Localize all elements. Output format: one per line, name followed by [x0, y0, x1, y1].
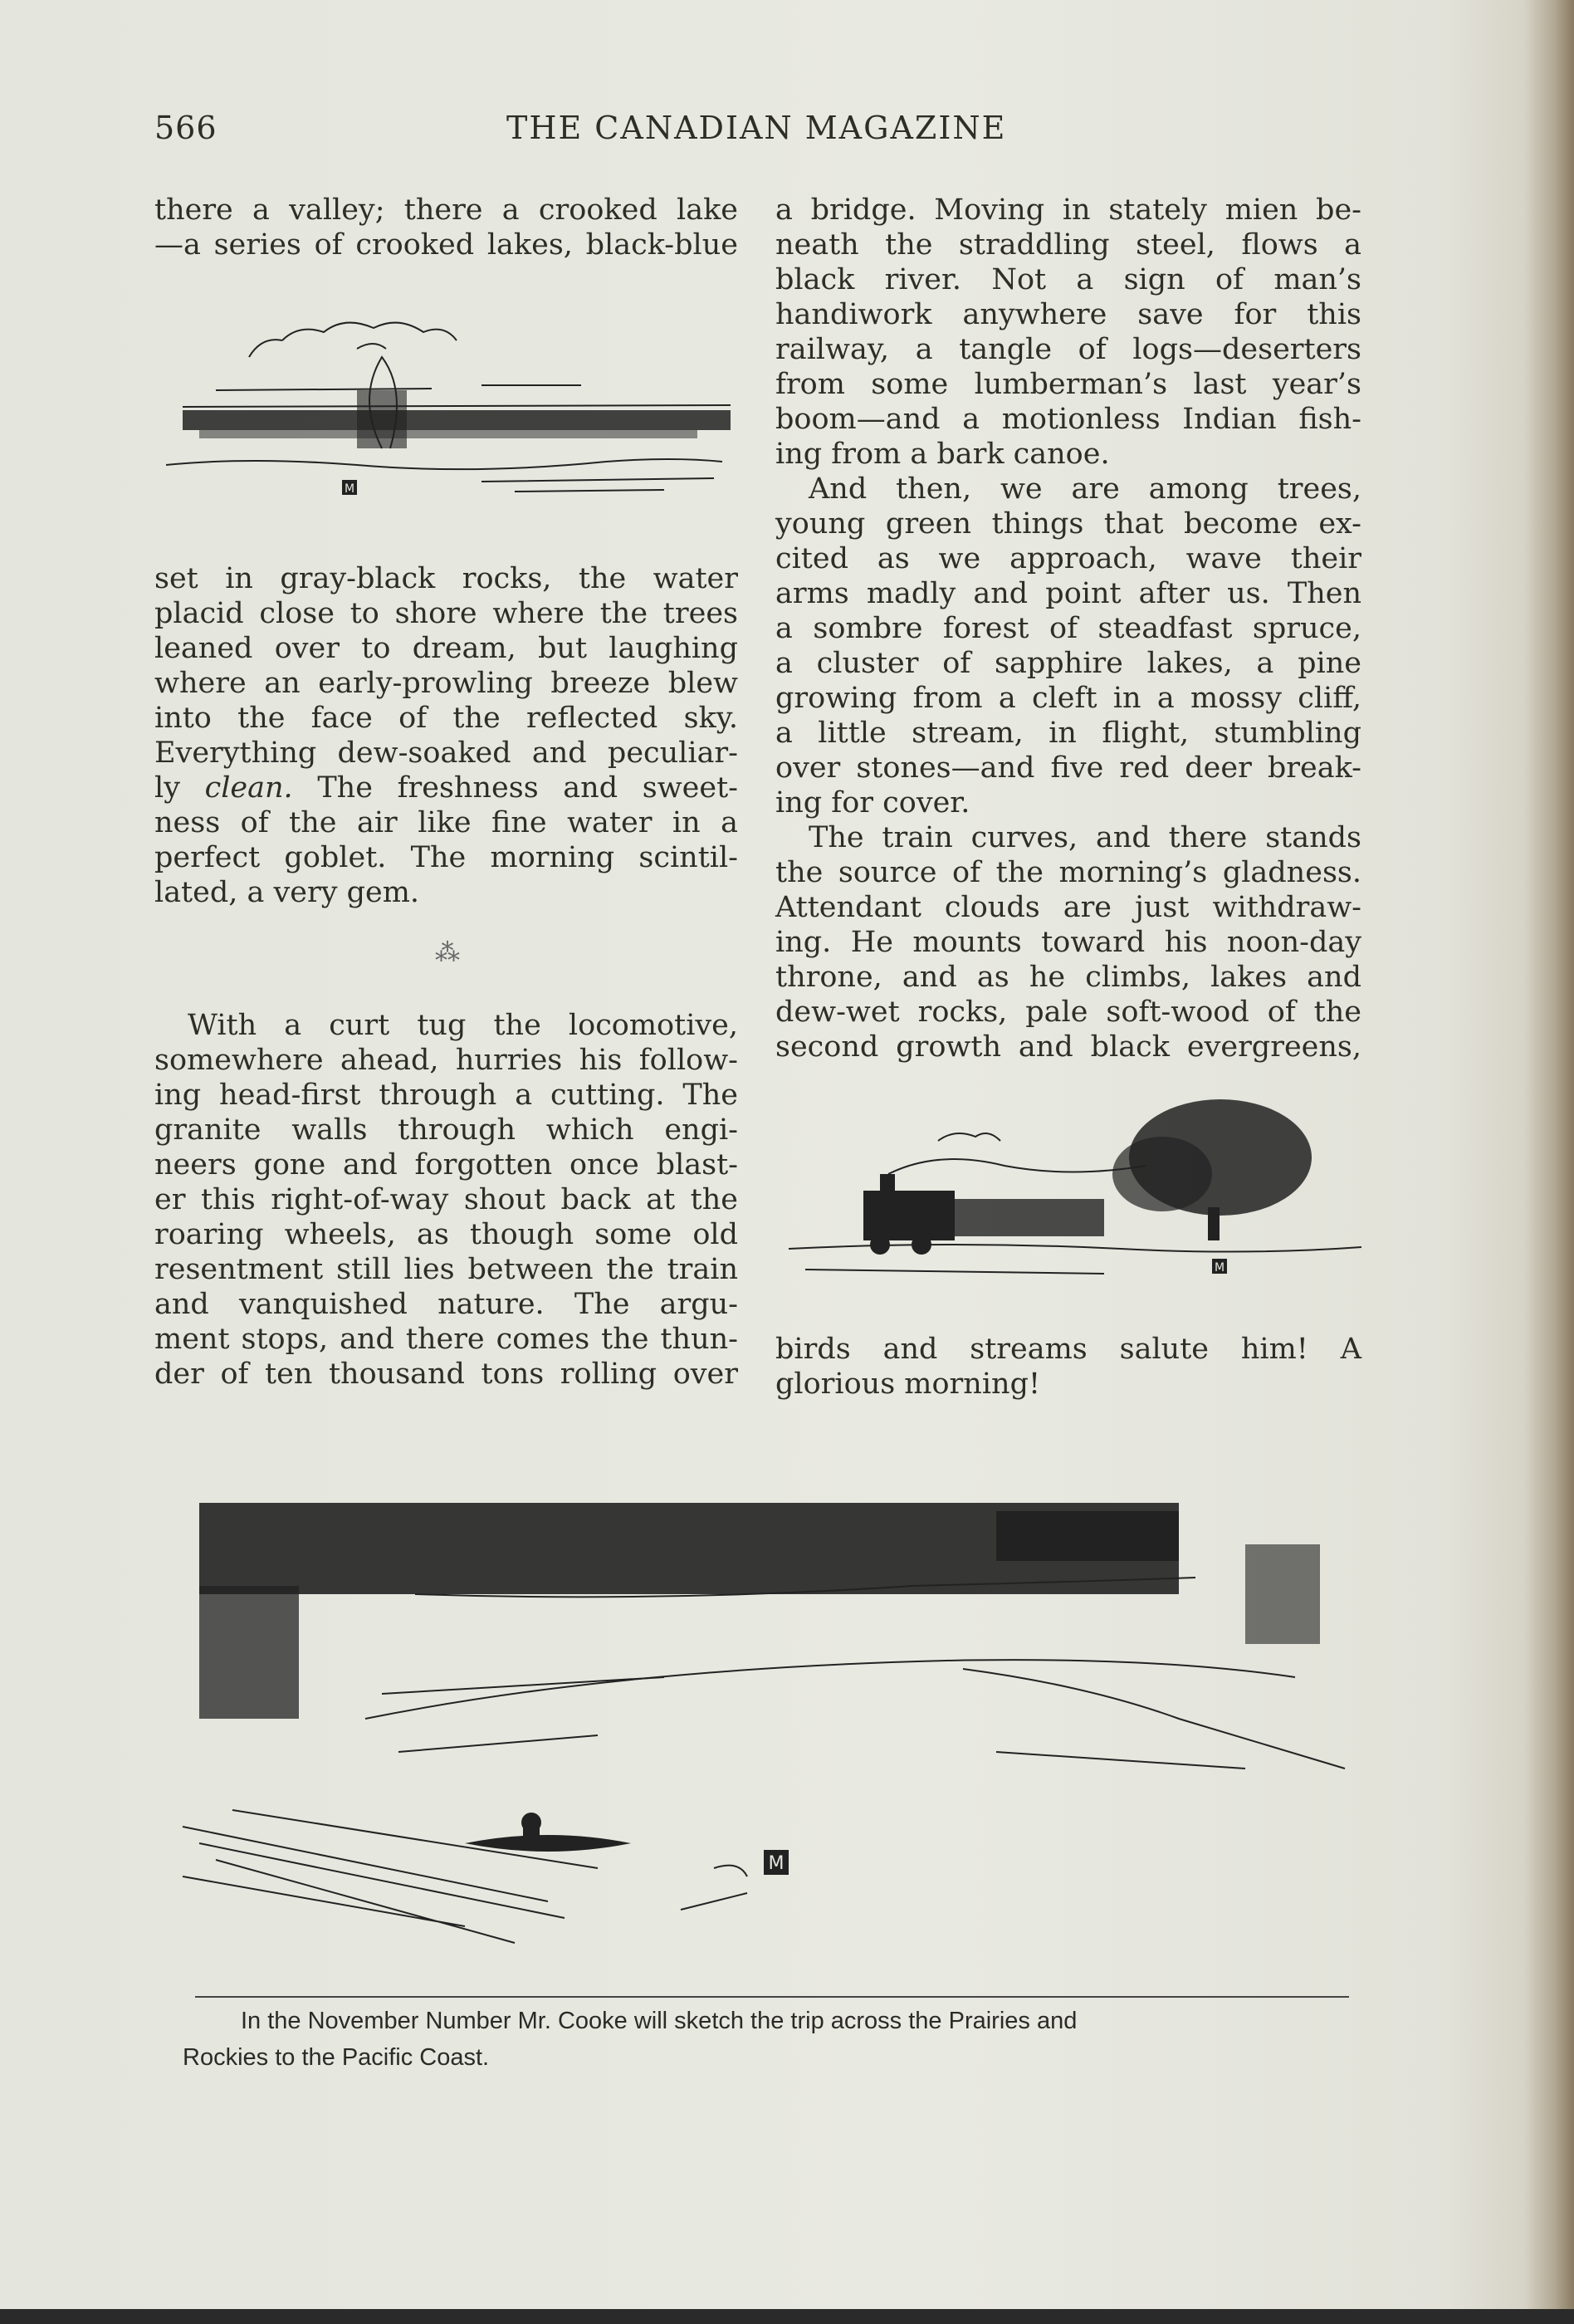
text-line: ing. He mounts toward his noon-day [775, 926, 1361, 959]
cloud-stroke [249, 340, 386, 357]
text-line: lated, a very gem. [154, 876, 420, 909]
shore-line [166, 459, 722, 469]
locomotive [863, 1174, 1104, 1255]
text-line: railway, a tangle of logs—deserters [775, 333, 1361, 366]
track-line [805, 1270, 1104, 1274]
water-line [382, 1677, 1245, 1769]
text-line: a sombre forest of steadfast spruce, [775, 612, 1361, 645]
monogram-letter: M [1214, 1261, 1225, 1275]
text-line-with-italic: ly clean. The freshness and sweet- [154, 771, 738, 805]
horizon-line [183, 405, 731, 407]
text-line: cited as we approach, wave their [775, 542, 1361, 575]
cloud-stroke [938, 1133, 1000, 1141]
text-line: arms madly and point after us. Then [775, 577, 1361, 610]
text-line: the source of the morning’s gladness. [775, 856, 1361, 889]
text-line: Everything dew-soaked and peculiar- [154, 736, 738, 770]
train-sketch-illustration [789, 1083, 1361, 1290]
running-header [154, 110, 1022, 156]
text-line: ment stops, and there comes the thun- [154, 1323, 738, 1356]
text-line: somewhere ahead, hurries his follow- [154, 1044, 738, 1077]
monogram-letter: M [768, 1853, 785, 1874]
page-number: 566 [154, 110, 218, 146]
book-spine-shadow [1524, 0, 1574, 2324]
treeline-mass [183, 390, 731, 448]
text-line: ing from a bark canoe. [775, 438, 1110, 471]
monogram-mark [1212, 1259, 1227, 1275]
left-column-opening [154, 193, 738, 262]
text-line: boom—and a motionless Indian fish- [775, 403, 1361, 436]
water-line [481, 478, 714, 492]
text-line: set in gray-black rocks, the water [154, 562, 738, 595]
cloud-stroke [282, 323, 457, 340]
text-line: neath the straddling steel, flows a [775, 228, 1361, 262]
text-line: throne, and as he climbs, lakes and [775, 961, 1361, 994]
scan-bottom-edge [0, 2309, 1574, 2324]
text-line: ing for cover. [775, 786, 970, 820]
text-line: birds and streams salute him! A [775, 1333, 1361, 1366]
editorial-footnote [183, 2003, 1345, 2076]
text-line: Attendant clouds are just withdraw- [775, 891, 1361, 924]
text-line: dew-wet rocks, pale soft-wood of the [775, 996, 1361, 1029]
canoe [465, 1813, 631, 1852]
monogram-mark [342, 480, 357, 496]
footnote-line: Rockies to the Pacific Coast. [183, 2044, 490, 2071]
text-line: The train curves, and there stands [809, 821, 1361, 854]
right-column-main [775, 193, 1361, 1064]
text-line: where an early-prowling breeze blew [154, 667, 738, 700]
text-line: young green things that become ex- [775, 507, 1361, 541]
text-line: With a curt tug the locomotive, [188, 1009, 738, 1042]
magazine-title: THE CANADIAN MAGAZINE [506, 110, 1007, 146]
text-line: neers gone and forgotten once blast- [154, 1148, 738, 1182]
text-line: roaring wheels, as though some old [154, 1218, 738, 1251]
text-line: And then, we are among trees, [809, 472, 1361, 506]
italic-word: clean. [204, 771, 293, 805]
text-line: leaned over to dream, but laughing [154, 632, 738, 665]
monogram-letter: M [344, 482, 355, 496]
lake-sketch-illustration [166, 299, 739, 515]
text-line: resentment still lies between the train [154, 1253, 738, 1286]
river-canoe-illustration [166, 1478, 1370, 1951]
text-line: black river. Not a sign of man’s [775, 263, 1361, 296]
text-line: placid close to shore where the trees [154, 597, 738, 630]
text-line: and vanquished nature. The argu- [154, 1288, 738, 1321]
forest-wall [199, 1503, 1320, 1719]
text-line: er this right-of-way shout back at the [154, 1183, 738, 1216]
footnote-line: In the November Number Mr. Cooke will sketch the trip across the Prairies and [241, 2008, 1078, 2034]
left-column-closing [154, 1008, 738, 1392]
monogram-mark [764, 1850, 789, 1875]
text-line: second growth and black evergreens, [775, 1030, 1361, 1064]
water-line [681, 1866, 747, 1910]
text-line: perfect goblet. The morning scintil- [154, 841, 738, 874]
text-line: there a valley; there a crooked lake [154, 193, 738, 227]
right-column-closing [775, 1332, 1361, 1402]
left-column-middle [154, 561, 738, 910]
text-line: over stones—and five red deer break- [775, 751, 1361, 785]
footnote-rule [195, 1996, 1349, 1998]
section-break-asterism: ⁂ [435, 938, 460, 967]
text-line: a cluster of sapphire lakes, a pine [775, 647, 1361, 680]
text-line: glorious morning! [775, 1367, 1041, 1401]
text-line: a bridge. Moving in stately mien be- [775, 193, 1361, 227]
text-line: ing head-first through a cutting. The [154, 1079, 738, 1112]
tree-clump [1112, 1099, 1312, 1240]
text-line: growing from a cleft in a mossy cliff, [775, 682, 1361, 715]
text-line: handiwork anywhere save for this [775, 298, 1361, 331]
text-line: —a series of crooked lakes, black-blue [154, 228, 738, 262]
water-line [216, 385, 581, 390]
text-line: into the face of the reflected sky. [154, 702, 738, 735]
text-line: from some lumberman’s last year’s [775, 368, 1361, 401]
smoke-trail [888, 1159, 1146, 1174]
text-line: granite walls through which engi- [154, 1113, 738, 1147]
text-line: ness of the air like fine water in a [154, 806, 738, 839]
text-line: a little stream, in flight, stumbling [775, 717, 1361, 750]
text-line: der of ten thousand tons rolling over [154, 1358, 738, 1391]
